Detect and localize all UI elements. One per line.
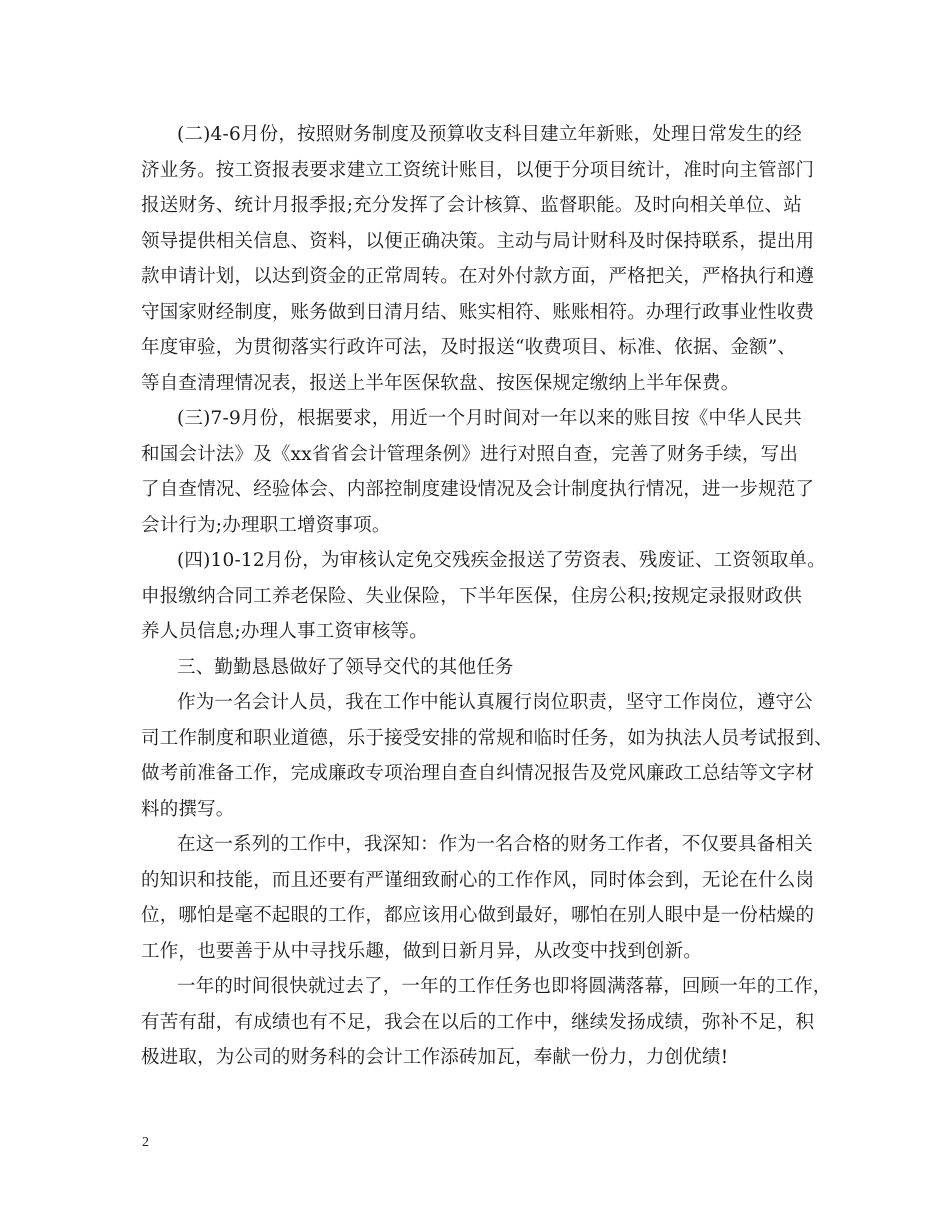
paragraph-q2-accounting [141, 117, 821, 401]
text-line: 的知识和技能，而且还要有严谨细致耐心的工作作风，同时体会到，无论在什么岗 [141, 869, 815, 891]
paragraph-q3-self-check [141, 401, 821, 543]
document-body [141, 117, 833, 1076]
text-line: 领导提供相关信息、资料，以便正确决策。主动与局计财科及时保持联系，提出用 [141, 230, 815, 252]
text-line: 守国家财经制度，账务做到日清月结、账实相符、账账相符。办理行政事业性收费 [141, 301, 815, 323]
section-heading: 三、勤勤恳恳做好了领导交代的其他任务 [177, 656, 514, 678]
text-line: 养人员信息;办理人事工资审核等。 [141, 621, 428, 642]
paragraph-reflection [141, 827, 821, 969]
text-line: 报送财务、统计月报季报;充分发挥了会计核算、监督职能。及时向相关单位、站 [141, 195, 802, 216]
text-line: 工作，也要善于从中寻找乐趣，做到日新月异，从改变中找到创新。 [141, 940, 703, 962]
paragraph-q4-insurance [141, 543, 826, 650]
text-line: 在这一系列的工作中，我深知：作为一名合格的财务工作者，不仅要具备相关 [177, 834, 813, 855]
paragraph-conclusion [141, 969, 832, 1076]
text-line: 位，哪怕是毫不起眼的工作，都应该用心做到最好，哪怕在别人眼中是一份枯燥的 [141, 905, 815, 926]
text-line: 年度审验，为贯彻落实行政许可法，及时报送“收费项目、标准、依据、金额”、 [141, 337, 797, 358]
text-line: 料的撰写。 [141, 798, 235, 820]
text-line: (四)10-12月份，为审核认定免交残疾金报送了劳资表、残废证、工资领取单。 [177, 550, 826, 571]
text-line: 申报缴纳合同工养老保险、失业保险，下半年医保，住房公积;按规定录报财政供 [141, 585, 802, 607]
text-line: 了自查情况、经验体会、内部控制度建设情况及会计制度执行情况，进一步规范了 [141, 479, 815, 500]
page-number: 2 [142, 1135, 149, 1150]
text-line: 一年的时间很快就过去了，一年的工作任务也即将圆满落幕，回顾一年的工作， [177, 976, 832, 997]
text-line: 做考前准备工作，完成廉政专项治理自查自纠情况报告及党风廉政工总结等文字材 [141, 763, 815, 784]
text-line: 有苦有甜，有成绩也有不足，我会在以后的工作中，继续发扬成绩，弥补不足，积 [141, 1011, 815, 1033]
text-line: 款申请计划，以达到资金的正常周转。在对外付款方面，严格把关，严格执行和遵 [141, 266, 815, 287]
text-line: 极进取，为公司的财务科的会计工作添砖加瓦，奉献一份力，力创优绩! [141, 1047, 729, 1068]
text-line: 司工作制度和职业道德，乐于接受安排的常规和临时任务，如为执法人员考试报到、 [141, 727, 833, 749]
text-line: 会计行为;办理职工增资事项。 [141, 514, 391, 536]
section-heading-other-tasks [141, 650, 821, 686]
text-line: 等自查清理情况表，报送上半年医保软盘、按医保规定缴纳上半年保费。 [141, 372, 740, 394]
text-line: 和国会计法》及《xx省省会计管理条例》进行对照自查，完善了财务手续，写出 [141, 443, 799, 465]
text-line: 作为一名会计人员，我在工作中能认真履行岗位职责，坚守工作岗位，遵守公 [177, 692, 813, 713]
text-line: (二)4-6月份，按照财务制度及预算收支科目建立年新账，处理日常发生的经 [177, 124, 802, 145]
text-line: 济业务。按工资报表要求建立工资统计账目，以便于分项目统计，准时向主管部门 [141, 159, 815, 181]
paragraph-duties [141, 685, 833, 827]
text-line: (三)7-9月份，根据要求，用近一个月时间对一年以来的账目按《中华人民共 [177, 408, 802, 429]
